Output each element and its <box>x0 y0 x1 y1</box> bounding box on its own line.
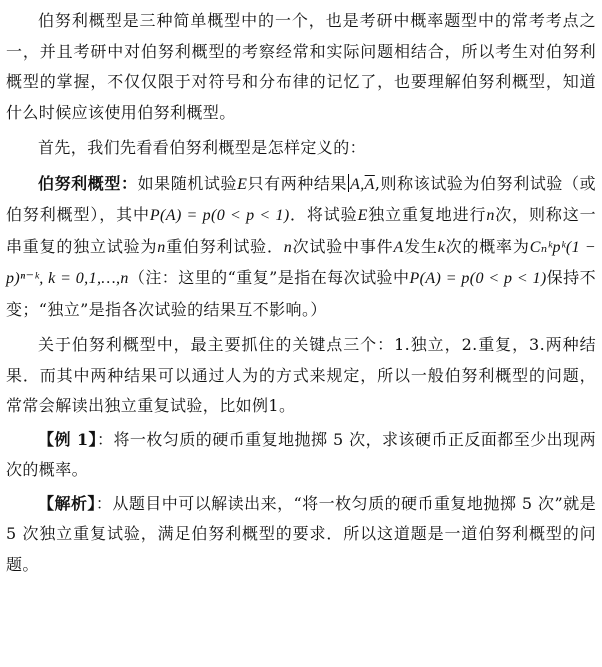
analysis-text: ：从题目中可以解读出来，“将一枚匀质的硬币重复地抛掷 5 次”就是 5 次独立重复试验，满足伯努利概型的要求．所以这道题是一道伯努利概型的问题。 <box>6 493 596 574</box>
intro-paragraph: 伯努利概型是三种简单概型中的一个，也是考研中概率题型中的常考考点之一，并且考研中对伯努利概型的考察经常和实际问题相结合，所以考生对伯努利概型的掌握，不仅仅限于对符号和分布律的记忆了，也要理解伯努利概型，知道什么时候应该使用伯努利概型。 <box>6 11 596 122</box>
keypoints-paragraph: 关于伯努利概型中，最主要抓住的关键点三个：1.独立，2.重复，3.两种结果．而其中两种结果可以通过人为的方式来规定，所以一般伯努利概型的问题，常常会解读出独立重复试验，比如例1。 <box>6 335 596 415</box>
math-n: n <box>486 207 495 224</box>
math-A-bar: $\overline{A}$ <box>364 175 375 193</box>
definition-term: 伯努利概型： <box>38 173 138 193</box>
definition-text: ,则称该试验为伯努利试验（或伯努利概型），其中 <box>6 173 597 224</box>
definition-text: （注：这里的“重复”是指在每次试验中 <box>128 268 410 287</box>
example-label: 【例 1】 <box>38 429 98 449</box>
definition-text: 如果随机试验 <box>137 173 238 193</box>
text-cursor <box>348 174 349 192</box>
definition-text: 独立重复地进行 <box>367 205 487 224</box>
definition-text: 保持不变；“独立”是指各次试验的结果互不影响。） <box>6 268 596 319</box>
math-n: n <box>283 238 293 256</box>
math-A: A, <box>350 175 365 193</box>
definition-text: 次的概率为 <box>445 236 530 256</box>
definition-text: 次试验中事件 <box>292 236 394 256</box>
math-k: k <box>437 238 446 256</box>
math-A: A <box>393 238 404 256</box>
math-E: E <box>357 207 368 224</box>
math-E: E <box>237 175 248 193</box>
definition-text: 发生 <box>403 236 438 256</box>
definition-paragraph <box>6 169 596 326</box>
definition-text: 次，则称这一串重复的独立试验为 <box>6 205 596 256</box>
definition-lead-paragraph: 首先，我们先看看伯努利概型是怎样定义的： <box>38 138 367 157</box>
example-paragraph <box>6 425 596 486</box>
definition-text: 只有两种结果 <box>247 173 348 193</box>
definition-text: 重伯努利试验． <box>165 236 284 256</box>
example-text: ：将一枚匀质的硬币重复地抛掷 5 次，求该硬币正反面都至少出现两次的概率。 <box>6 429 596 479</box>
definition-text: ．将试验 <box>289 205 358 224</box>
math-probability: P(A) = p(0 < p < 1) <box>409 270 547 287</box>
math-binomial-formula: Cₙᵏpᵏ(1 − p)ⁿ⁻ᵏ, k = 0,1,…,n <box>6 238 596 287</box>
math-probability: P(A) = p(0 < p < 1) <box>149 207 290 224</box>
analysis-paragraph <box>6 489 596 581</box>
math-n: n <box>157 238 166 256</box>
analysis-label: 【解析】 <box>38 493 96 513</box>
